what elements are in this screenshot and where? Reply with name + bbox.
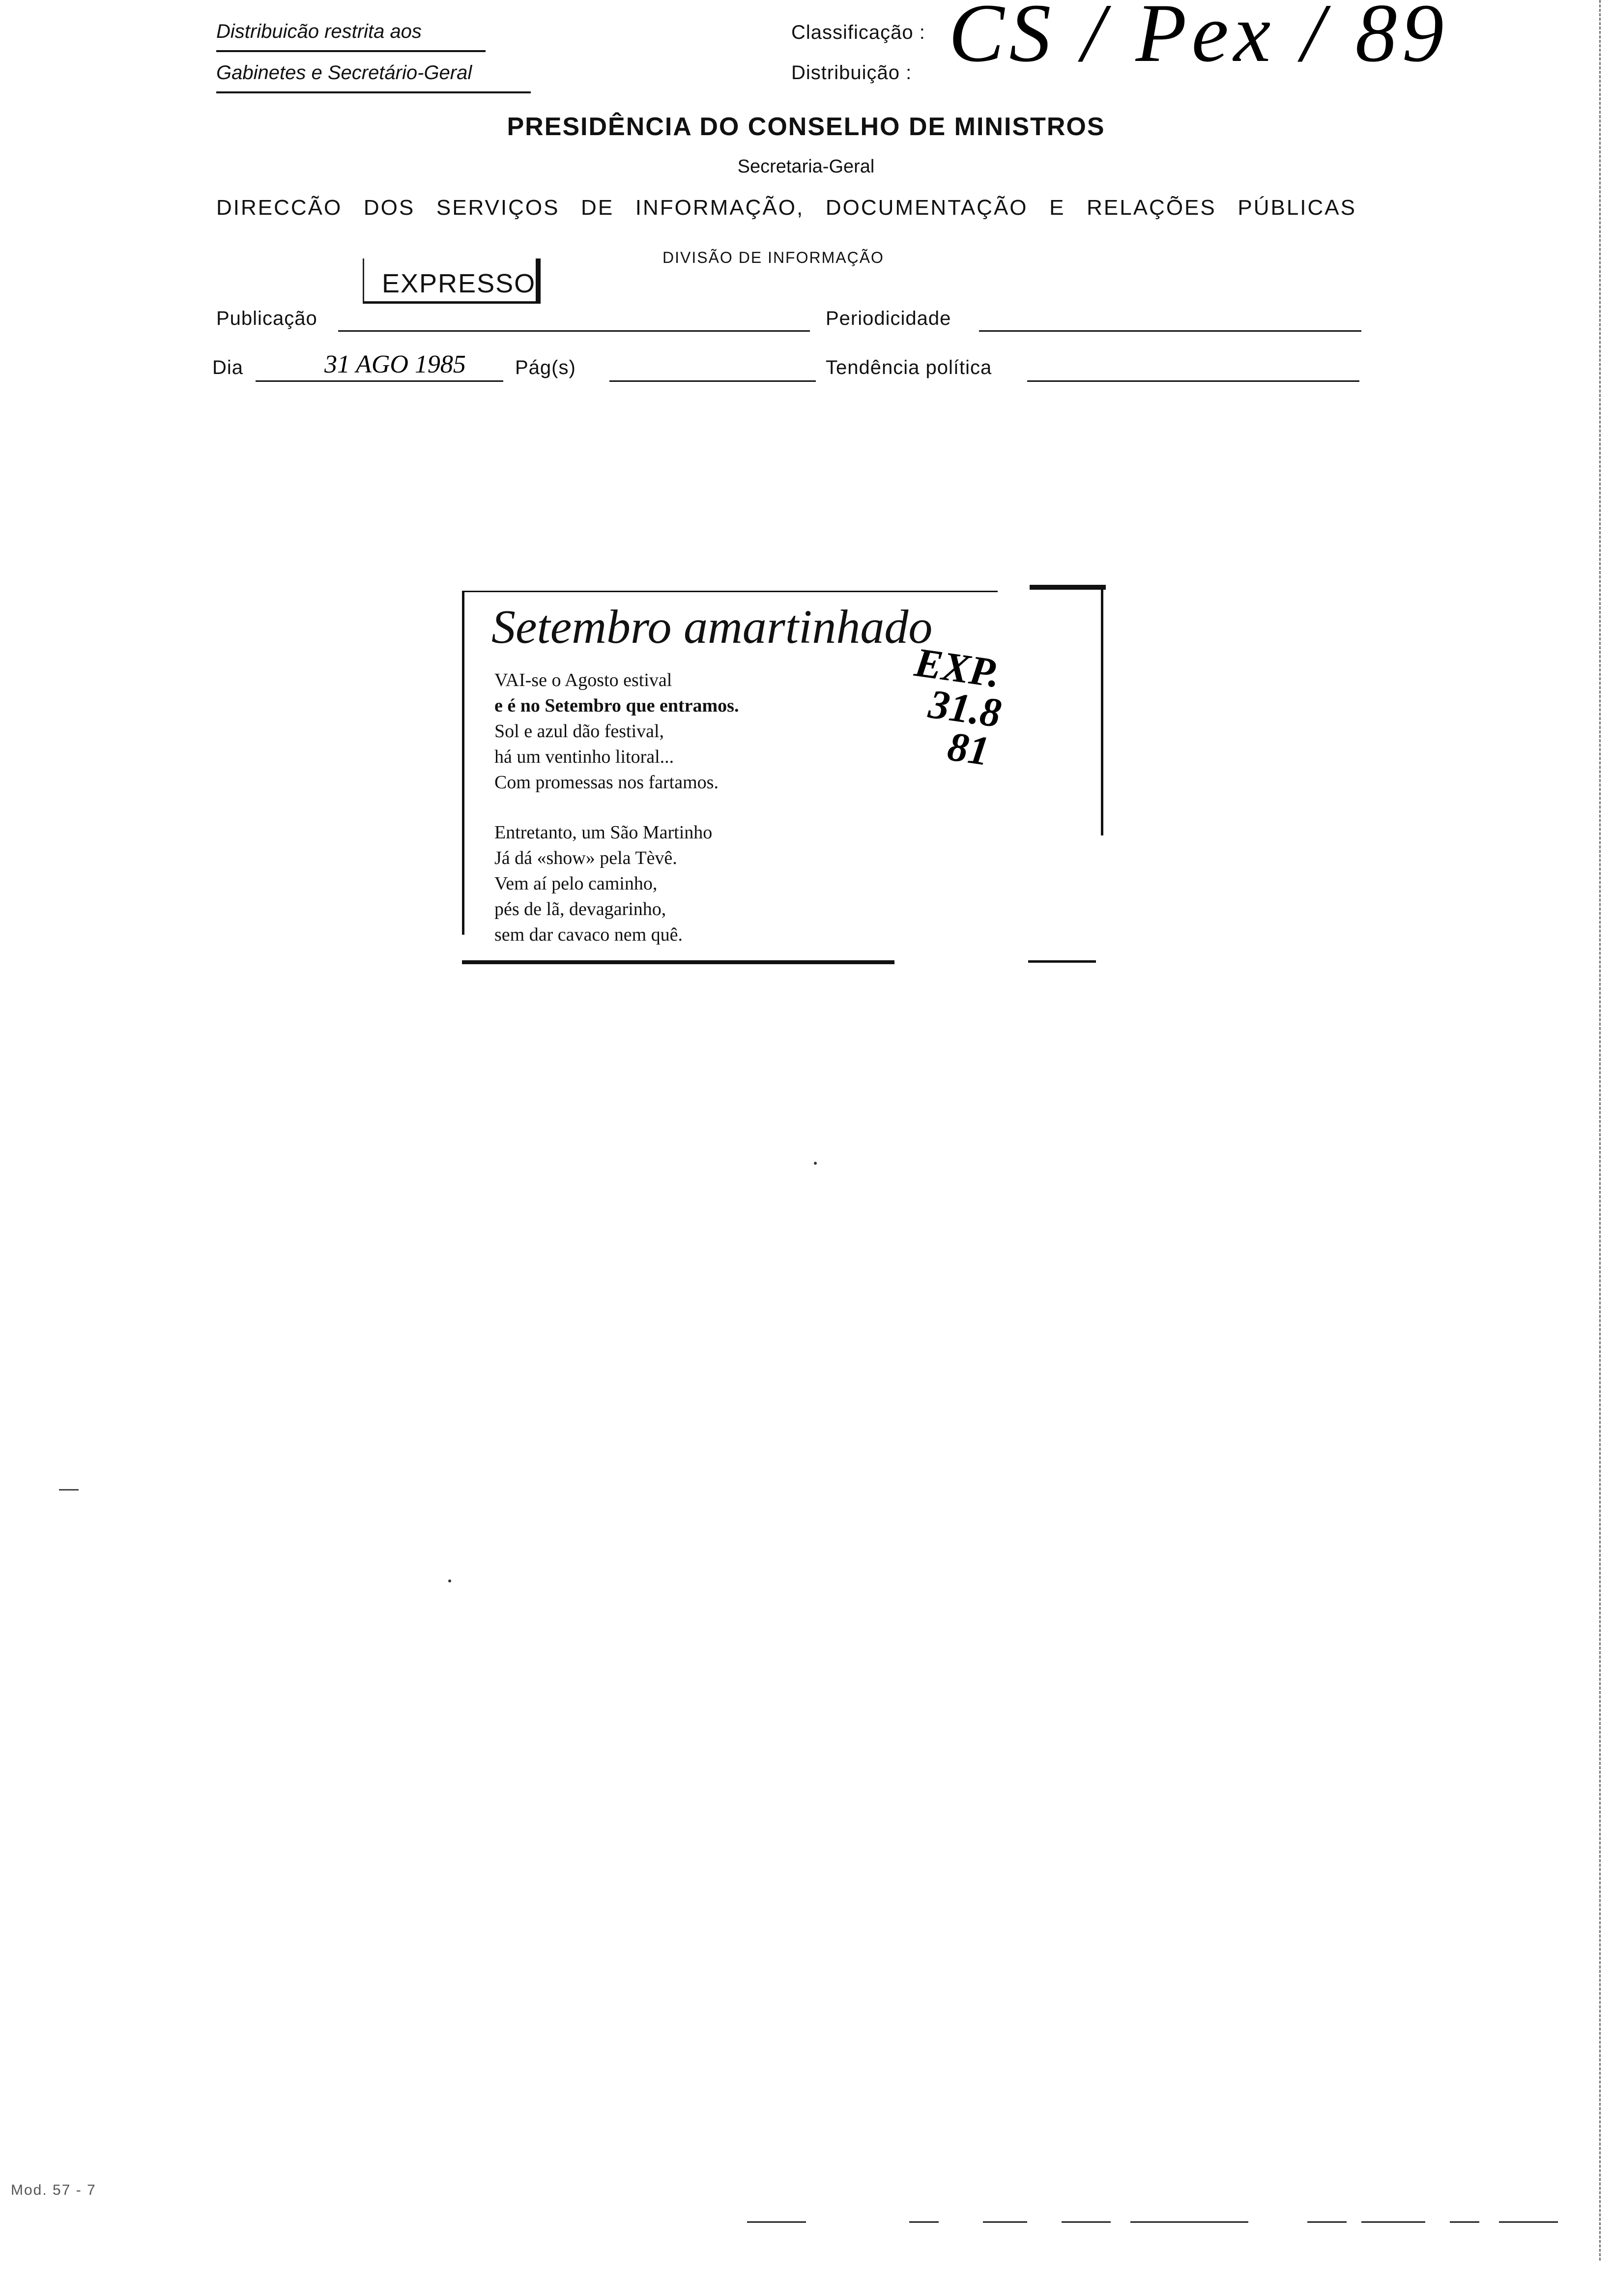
publication-value: EXPRESSO <box>382 269 536 298</box>
periodicidade-field-line <box>979 330 1361 332</box>
classificacao-handwritten: CS / Pex / 89 <box>949 0 1449 79</box>
publication-stamp <box>363 258 541 304</box>
poem-line: Sol e azul dão festival, <box>494 721 664 742</box>
clipping-top-border <box>462 591 998 592</box>
poem-stanza-1 <box>494 667 739 795</box>
periodicidade-label: Periodicidade <box>826 308 951 329</box>
footer-rule <box>1307 2221 1347 2223</box>
distribuicao-label: Distribuição : <box>791 62 912 84</box>
newspaper-clipping <box>462 585 1135 968</box>
pags-label: Pág(s) <box>515 357 576 378</box>
poem-line: pés de lã, devagarinho, <box>494 899 666 919</box>
directorate: DIRECCÃO DOS SERVIÇOS DE INFORMAÇÃO, DOCUMENTAÇÃO E RELAÇÕES PÚBLICAS <box>216 196 1356 220</box>
footer-rule <box>983 2221 1027 2223</box>
divider <box>216 91 531 93</box>
pags-field-line <box>609 380 816 382</box>
clipping-left-border <box>462 591 464 935</box>
poem-line: VAI-se o Agosto estival <box>494 670 672 690</box>
clipping-bottom-border-right <box>1028 960 1096 963</box>
poem-line: e é no Setembro que entramos. <box>494 695 739 716</box>
footer-rule <box>1130 2221 1248 2223</box>
speck <box>59 1489 79 1491</box>
dia-value: 31 AGO 1985 <box>324 350 466 378</box>
publicacao-label: Publicação <box>216 308 317 329</box>
divider <box>216 50 486 52</box>
scan-edge <box>1599 0 1602 2261</box>
form-code: Mod. 57 - 7 <box>11 2182 96 2198</box>
footer-rule <box>747 2221 806 2223</box>
annotation-line: 81 <box>945 723 992 775</box>
speck <box>814 1162 817 1165</box>
poem-stanza-2 <box>494 820 712 947</box>
clipping-top-thick-border <box>1030 585 1106 590</box>
poem-line: Entretanto, um São Martinho <box>494 822 713 843</box>
classificacao-label: Classificação : <box>791 22 925 43</box>
handwritten-annotation <box>901 639 1009 775</box>
poem-line: Com promessas nos fartamos. <box>494 772 719 793</box>
clipping-title: Setembro amartinhado <box>491 601 933 654</box>
office-subtitle: Secretaria-Geral <box>737 156 875 177</box>
footer-rule <box>1062 2221 1111 2223</box>
publicacao-field-line <box>338 330 810 332</box>
footer-rule <box>1361 2221 1425 2223</box>
footer-rule <box>1499 2221 1558 2223</box>
restricted-distribution-line1: Distribuicão restrita aos <box>216 21 422 42</box>
clipping-bottom-border <box>462 960 894 964</box>
poem-line: Vem aí pelo caminho, <box>494 873 658 894</box>
footer-rule <box>1450 2221 1479 2223</box>
tendencia-label: Tendência política <box>826 357 992 378</box>
footer-rule <box>909 2221 939 2223</box>
speck <box>448 1579 451 1582</box>
poem-line: há um ventinho litoral... <box>494 746 674 767</box>
dia-field-line <box>256 380 503 382</box>
annotation-line: EXP. <box>912 639 1003 697</box>
dia-label: Dia <box>212 357 244 378</box>
office-title: PRESIDÊNCIA DO CONSELHO DE MINISTROS <box>507 113 1105 141</box>
poem-line: Já dá «show» pela Tèvê. <box>494 848 677 868</box>
restricted-distribution-line2: Gabinetes e Secretário-Geral <box>216 62 472 84</box>
annotation-line: 31.8 <box>926 681 1004 737</box>
poem-line: sem dar cavaco nem quê. <box>494 924 683 945</box>
tendencia-field-line <box>1027 380 1359 382</box>
clipping-right-border <box>1101 585 1103 835</box>
division: DIVISÃO DE INFORMAÇÃO <box>662 249 884 266</box>
